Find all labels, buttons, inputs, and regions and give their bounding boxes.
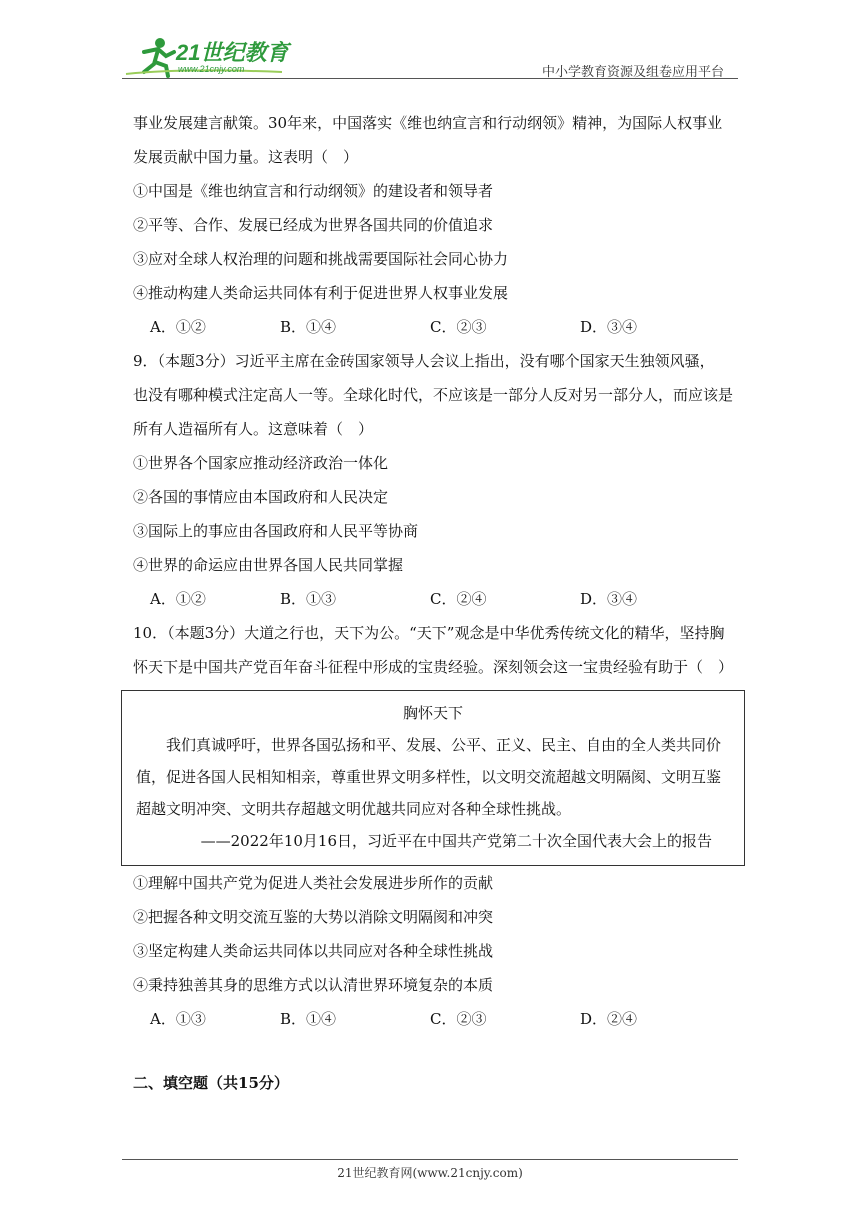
page-content <box>133 106 733 1036</box>
q10-choice-b: B．①④ <box>280 1010 337 1028</box>
q9-choice-c: C．②④ <box>430 590 487 608</box>
page-footer: 21世纪教育网(www.21cnjy.com) <box>337 1166 523 1180</box>
q8-stem-line-1: 事业发展建言献策。30年来，中国落实《维也纳宣言和行动纲领》精神，为国际人权事业 <box>133 114 723 132</box>
q8-option-3: ③应对全球人权治理的问题和挑战需要国际社会同心协力 <box>133 250 509 268</box>
question-10 <box>133 616 733 1036</box>
q9-option-3: ③国际上的事应由各国政府和人民平等协商 <box>133 522 419 540</box>
question-9 <box>133 344 733 616</box>
q10-stem-line-2: 怀天下是中国共产党百年奋斗征程中形成的宝贵经验。深刻领会这一宝贵经验有助于（ ） <box>133 658 734 676</box>
q10-option-1: ①理解中国共产党为促进人类社会发展进步所作的贡献 <box>133 874 494 892</box>
q9-choice-a: A．①② <box>150 590 206 608</box>
q9-stem-line-2: 也没有哪种模式注定高人一等。全球化时代，不应该是一部分人反对另一部分人，而应该是 <box>133 386 734 404</box>
q10-choices <box>133 1002 733 1036</box>
quote-body: 我们真诚呼吁，世界各国弘扬和平、发展、公平、正义、民主、自由的全人类共同价值，促进各国人民相知相亲，尊重世界文明多样性，以文明交流超越文明隔阂、文明互鉴超越文明冲突、文明共存超越文明优越共同应对各种全球性挑战。 <box>136 736 722 818</box>
header-divider <box>122 78 738 79</box>
q8-choices <box>133 310 733 344</box>
q10-option-4: ④秉持独善其身的思维方式以认清世界环境复杂的本质 <box>133 976 494 994</box>
q8-choice-a: A．①② <box>150 318 206 336</box>
q8-stem-line-2: 发展贡献中国力量。这表明（ ） <box>133 148 359 166</box>
q8-choice-d: D．③④ <box>580 318 638 336</box>
quote-title: 胸怀天下 <box>402 704 463 722</box>
q10-stem-line-1: 10．（本题3分）大道之行也，天下为公。“天下”观念是中华优秀传统文化的精华，坚持胸 <box>133 624 725 642</box>
footer-divider <box>122 1159 738 1160</box>
q9-option-4: ④世界的命运应由世界各国人民共同掌握 <box>133 556 404 574</box>
q8-option-4: ④推动构建人类命运共同体有利于促进世界人权事业发展 <box>133 284 509 302</box>
q9-stem-line-1: 9．（本题3分）习近平主席在金砖国家领导人会议上指出，没有哪个国家天生独领风骚， <box>133 352 715 370</box>
q9-choice-d: D．③④ <box>580 590 638 608</box>
q8-option-2: ②平等、合作、发展已经成为世界各国共同的价值追求 <box>133 216 494 234</box>
q9-option-2: ②各国的事情应由本国政府和人民决定 <box>133 488 389 506</box>
q10-option-3: ③坚定构建人类命运共同体以共同应对各种全球性挑战 <box>133 942 494 960</box>
q8-choice-b: B．①④ <box>280 318 337 336</box>
quote-source: ——2022年10月16日，习近平在中国共产党第二十次全国代表大会上的报告 <box>200 832 712 850</box>
header-platform-text: 中小学教育资源及组卷应用平台 <box>541 65 724 80</box>
q10-quote-box <box>121 690 745 866</box>
q10-choice-d: D．②④ <box>580 1010 638 1028</box>
q10-choice-c: C．②③ <box>430 1010 487 1028</box>
question-8 <box>133 106 733 344</box>
q10-choice-a: A．①③ <box>150 1010 206 1028</box>
svg-text:21世纪教育: 21世纪教育 <box>176 40 289 65</box>
page-header <box>122 34 738 80</box>
q9-stem-line-3: 所有人造福所有人。这意味着（ ） <box>133 420 374 438</box>
section-title-fill-blank: 二、填空题（共15分） <box>133 1074 289 1092</box>
logo-21cnjy <box>122 34 297 80</box>
q9-option-1: ①世界各个国家应推动经济政治一体化 <box>133 454 389 472</box>
q9-choice-b: B．①③ <box>280 590 337 608</box>
q8-option-1: ①中国是《维也纳宣言和行动纲领》的建设者和领导者 <box>133 182 494 200</box>
q9-choices <box>133 582 733 616</box>
q8-choice-c: C．②③ <box>430 318 487 336</box>
svg-text:www.21cnjy.com: www.21cnjy.com <box>178 64 245 74</box>
q10-option-2: ②把握各种文明交流互鉴的大势以消除文明隔阂和冲突 <box>133 908 494 926</box>
